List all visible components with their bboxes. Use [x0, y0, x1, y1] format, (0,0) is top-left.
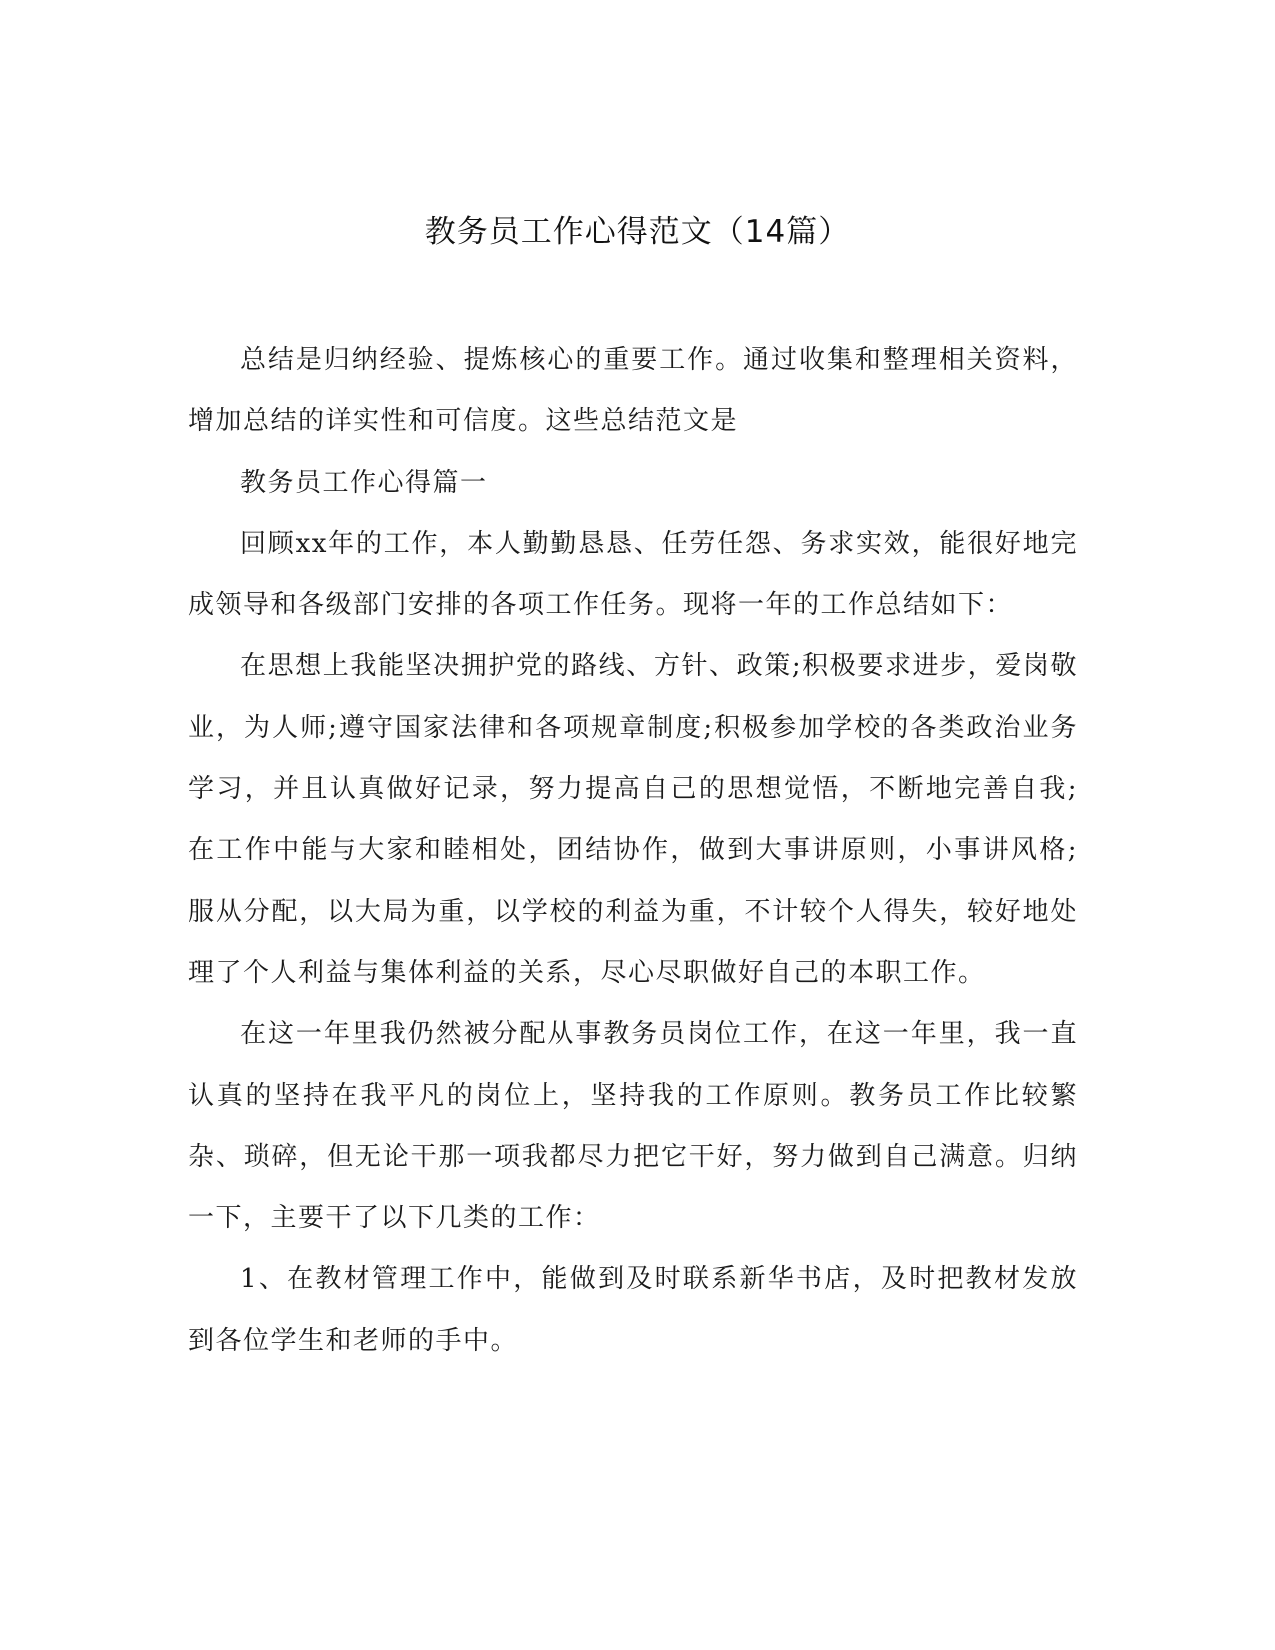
body-paragraph: 回顾xx年的工作，本人勤勤恳恳、任劳任怨、务求实效，能很好地完成领导和各级部门安排的各项工作任务。现将一年的工作总结如下：	[188, 528, 1078, 621]
list-paragraph: 1、在教材管理工作中，能做到及时联系新华书店，及时把教材发放到各位学生和老师的手中。	[188, 1264, 1078, 1356]
section-heading: 教务员工作心得篇一	[240, 467, 488, 498]
body-paragraph: 在思想上我能坚决拥护党的路线、方针、政策;积极要求进步，爱岗敬业，为人师;遵守国家法律和各项规章制度;积极参加学校的各类政治业务学习，并且认真做好记录，努力提高自己的思想觉悟，不断地完善自我;在工作中能与大家和睦相处，团结协作，做到大事讲原则，小事讲风格;服从分配，以大局为重，以学校的利益为重，不计较个人得失，较好地处理了个人利益与集体利益的关系，尽心尽职做好自己的本职工作。	[188, 651, 1078, 988]
body-paragraph: 在这一年里我仍然被分配从事教务员岗位工作，在这一年里，我一直认真的坚持在我平凡的岗位上，坚持我的工作原则。教务员工作比较繁杂、琐碎，但无论干那一项我都尽力把它干好，努力做到自己满意。归纳一下，主要干了以下几类的工作：	[188, 1019, 1078, 1234]
intro-paragraph: 总结是归纳经验、提炼核心的重要工作。通过收集和整理相关资料，增加总结的详实性和可信度。这些总结范文是	[188, 345, 1078, 437]
document-body	[188, 330, 1078, 1372]
document-title: 教务员工作心得范文（14篇）	[424, 214, 851, 250]
